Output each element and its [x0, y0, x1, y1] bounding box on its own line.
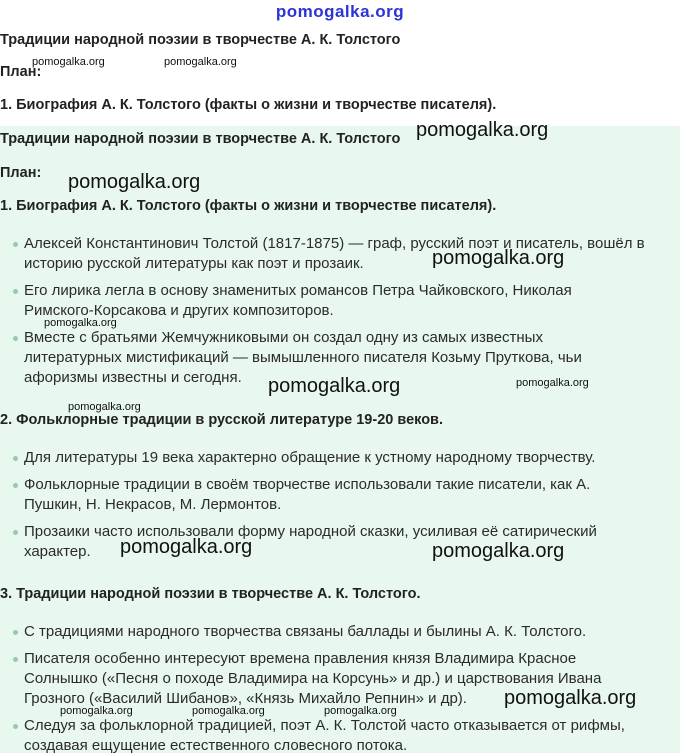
section-2-heading: 2. Фольклорные традиции в русской литературе 19-20 веков. [0, 412, 444, 428]
watermark: pomogalka.org [324, 705, 397, 717]
list-item: Вместе с братьями Жемчужниковыми он создал одну из самых известных литературных мистификаций — вымышленного писателя Козьму Пруткова, чьи афоризмы известны и сегодня. [0, 328, 680, 388]
list-item: Для литературы 19 века характерно обращение к устному народному творчеству. [0, 448, 680, 468]
watermark: pomogalka.org [268, 375, 401, 397]
watermark: pomogalka.org [192, 705, 265, 717]
watermark: pomogalka.org [120, 536, 253, 558]
section-1-heading: 1. Биография А. К. Толстого (факты о жизни и творчестве писателя). [0, 198, 497, 214]
page-title: Традиции народной поэзии в творчестве А. К. Толстого [0, 131, 401, 147]
watermark: pomogalka.org [68, 171, 201, 193]
section-1-list [0, 234, 680, 388]
top-plan-item-1: 1. Биография А. К. Толстого (факты о жизни и творчестве писателя). [0, 97, 497, 113]
list-item: Следуя за фольклорной традицией, поэт А. К. Толстой часто отказывается от рифмы, создавая ещущение естественного словесного потока. [0, 716, 680, 756]
watermark: pomogalka.org [416, 119, 549, 141]
watermark: pomogalka.org [60, 705, 133, 717]
site-logo: pomogalka.org [275, 2, 405, 21]
list-item: Алексей Константинович Толстой (1817-1875) — граф, русский поэт и писатель, вошёл в историю русской литературы как поэт и прозаик. [0, 234, 680, 274]
section-2-list [0, 448, 680, 562]
list-item: Прозаики часто использовали форму народной сказки, усиливая её сатирический характер. [0, 522, 680, 562]
watermark: pomogalka.org [68, 401, 141, 413]
list-item: Фольклорные традиции в своём творчестве использовали такие писатели, как А. Пушкин, Н. Некрасов, М. Лермонтов. [0, 475, 680, 515]
watermark: pomogalka.org [44, 317, 117, 329]
list-item: С традициями народного творчества связаны баллады и былины А. К. Толстого. [0, 622, 680, 642]
watermark: pomogalka.org [432, 540, 565, 562]
top-plan-label: План: [0, 64, 42, 80]
watermark: pomogalka.org [504, 687, 637, 709]
list-item: Его лирика легла в основу знаменитых романсов Петра Чайковского, Николая Римского-Корсакова и других композиторов. [0, 281, 680, 321]
watermark: pomogalka.org [432, 247, 565, 269]
watermark: pomogalka.org [32, 56, 105, 68]
watermark: pomogalka.org [164, 56, 237, 68]
plan-label: План: [0, 165, 42, 181]
watermark: pomogalka.org [516, 377, 589, 389]
section-3-heading: 3. Традиции народной поэзии в творчестве А. К. Толстого. [0, 586, 421, 602]
list-item: Писателя особенно интересуют времена правления князя Владимира Красное Солнышко («Песня о походе Владимира на Корсунь» и др.) и царствования Ивана Грозного («Василий Шибанов», «Князь Михайло Репнин» и др). [0, 649, 680, 709]
top-title: Традиции народной поэзии в творчестве А. К. Толстого [0, 32, 401, 48]
